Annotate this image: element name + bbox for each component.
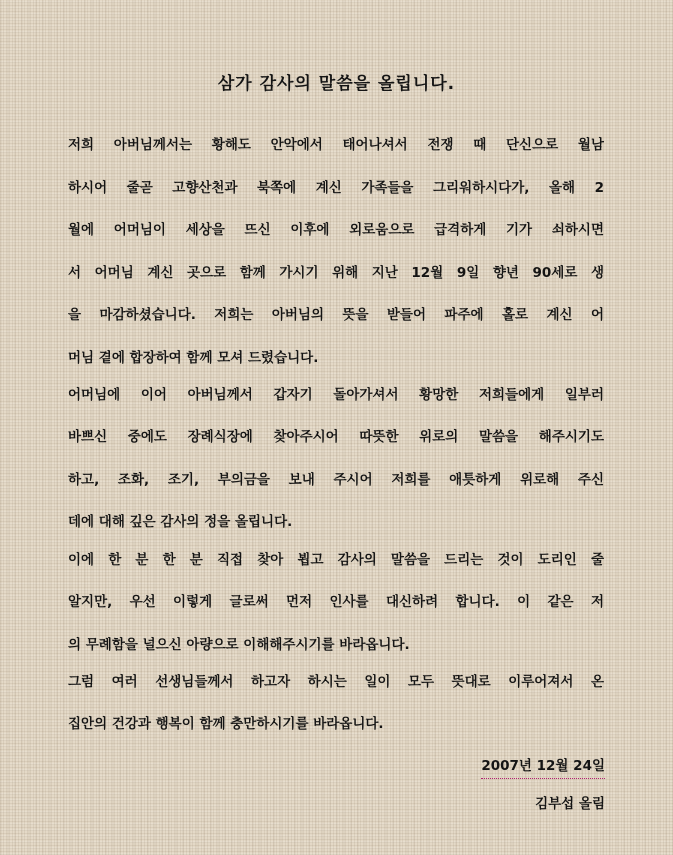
body-line: 집안의 건강과 행복이 함께 충만하시기를 바라옵니다. — [68, 716, 384, 732]
body-line: 저희 아버님께서는 황해도 안악에서 태어나셔서 전쟁 때 단신으로 월남 — [68, 137, 604, 153]
body-line: 데에 대해 깊은 감사의 정을 올립니다. — [68, 514, 293, 530]
body-line: 알지만, 우선 이렇게 글로써 먼저 인사를 대신하려 합니다. 이 같은 저 — [68, 594, 604, 610]
body-line: 월에 어머님이 세상을 뜨신 이후에 외로움으로 급격하게 기가 쇠하시면 — [68, 222, 604, 238]
body-line: 을 마감하셨습니다. 저희는 아버님의 뜻을 받들어 파주에 홀로 계신 어 — [68, 307, 604, 323]
letter-title: 삼가 감사의 말씀을 올립니다. — [217, 74, 456, 94]
body-line: 바쁘신 중에도 장례식장에 찾아주시어 따뜻한 위로의 말씀을 해주시기도 — [68, 429, 604, 445]
body-line: 이에 한 분 한 분 직접 찾아 뵙고 감사의 말씀을 드리는 것이 도리인 줄 — [68, 552, 604, 568]
letter-signature: 김부섭 올림 — [535, 796, 605, 812]
body-line: 하고, 조화, 조기, 부의금을 보내 주시어 저희를 애틋하게 위로해 주신 — [68, 472, 604, 488]
body-line: 의 무례함을 널으신 아량으로 이해해주시기를 바라옵니다. — [68, 637, 410, 653]
letter-date: 2007년 12월 24일 — [481, 754, 605, 779]
body-line: 하시어 줄곧 고향산천과 북쪽에 계신 가족들을 그리워하시다가, 올해 2 — [68, 180, 604, 196]
body-line: 어머님에 이어 아버님께서 갑자기 돌아가셔서 황망한 저희들에게 일부러 — [68, 387, 604, 403]
body-line: 그럼 여러 선생님들께서 하고자 하시는 일이 모두 뜻대로 이루어져서 온 — [68, 674, 604, 690]
body-line: 서 어머님 계신 곳으로 함께 가시기 위해 지난 12월 9일 향년 90세로 생 — [68, 265, 604, 281]
body-line: 머님 곁에 합장하여 함께 모셔 드렸습니다. — [68, 350, 319, 366]
